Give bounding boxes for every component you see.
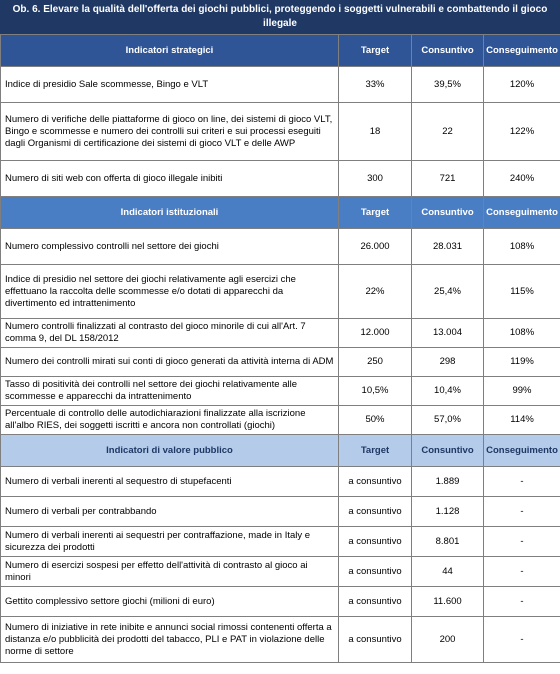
conseguimento-value: - xyxy=(484,467,560,497)
indicator-label: Indice di presidio Sale scommesse, Bingo e VLT xyxy=(1,67,339,103)
conseguimento-value: 240% xyxy=(484,161,560,197)
indicator-label: Numero di siti web con offerta di gioco illegale inibiti xyxy=(1,161,339,197)
consuntivo-value: 13.004 xyxy=(412,319,484,348)
conseguimento-value: - xyxy=(484,527,560,557)
col-target: Target xyxy=(339,35,412,67)
consuntivo-value: 57,0% xyxy=(412,406,484,435)
consuntivo-value: 721 xyxy=(412,161,484,197)
target-value: 300 xyxy=(339,161,412,197)
objective-title: Ob. 6. Elevare la qualità dell'offerta dei giochi pubblici, proteggendo i soggetti vulnerabili e combattendo il gioco illegale xyxy=(0,0,560,34)
conseguimento-value: 114% xyxy=(484,406,560,435)
conseguimento-value: 115% xyxy=(484,265,560,319)
conseguimento-value: - xyxy=(484,587,560,617)
section-label: Indicatori strategici xyxy=(1,35,339,67)
target-value: 12.000 xyxy=(339,319,412,348)
col-consuntivo: Consuntivo xyxy=(412,435,484,467)
table-row xyxy=(1,587,560,617)
target-value: a consuntivo xyxy=(339,497,412,527)
conseguimento-value: 108% xyxy=(484,229,560,265)
consuntivo-value: 22 xyxy=(412,103,484,161)
consuntivo-value: 10,4% xyxy=(412,377,484,406)
table-row xyxy=(1,348,560,377)
table-row xyxy=(1,103,560,161)
col-target: Target xyxy=(339,435,412,467)
target-value: 50% xyxy=(339,406,412,435)
table-row xyxy=(1,557,560,587)
col-target: Target xyxy=(339,197,412,229)
table-row xyxy=(1,319,560,348)
col-conseguimento: Conseguimento xyxy=(484,197,560,229)
conseguimento-value: 119% xyxy=(484,348,560,377)
table-row xyxy=(1,67,560,103)
target-value: a consuntivo xyxy=(339,617,412,663)
target-value: a consuntivo xyxy=(339,527,412,557)
table-row xyxy=(1,467,560,497)
indicator-label: Numero complessivo controlli nel settore dei giochi xyxy=(1,229,339,265)
col-conseguimento: Conseguimento xyxy=(484,435,560,467)
section-label: Indicatori di valore pubblico xyxy=(1,435,339,467)
consuntivo-value: 8.801 xyxy=(412,527,484,557)
consuntivo-value: 44 xyxy=(412,557,484,587)
target-value: 33% xyxy=(339,67,412,103)
table-row xyxy=(1,406,560,435)
consuntivo-value: 298 xyxy=(412,348,484,377)
table-row xyxy=(1,265,560,319)
target-value: a consuntivo xyxy=(339,557,412,587)
table-row xyxy=(1,229,560,265)
section-header-istituzionali xyxy=(1,197,560,229)
indicator-label: Tasso di positività dei controlli nel settore dei giochi relativamente alle scommesse e apparecchi da intrattenimento xyxy=(1,377,339,406)
indicator-label: Indice di presidio nel settore dei giochi relativamente agli esercizi che effettuano la raccolta delle scommesse e/o dotati di apparecchi da divertimento ed intrattenimento xyxy=(1,265,339,319)
indicator-label: Percentuale di controllo delle autodichiarazioni finalizzate alla iscrizione all'albo RIES, dei soggetti iscritti e ancora non controllati (giochi) xyxy=(1,406,339,435)
conseguimento-value: 122% xyxy=(484,103,560,161)
section-label: Indicatori istituzionali xyxy=(1,197,339,229)
conseguimento-value: 99% xyxy=(484,377,560,406)
conseguimento-value: 108% xyxy=(484,319,560,348)
consuntivo-value: 28.031 xyxy=(412,229,484,265)
indicators-table xyxy=(0,34,560,663)
target-value: a consuntivo xyxy=(339,467,412,497)
indicator-label: Gettito complessivo settore giochi (milioni di euro) xyxy=(1,587,339,617)
section-header-valore-pubblico xyxy=(1,435,560,467)
target-value: 26.000 xyxy=(339,229,412,265)
consuntivo-value: 1.128 xyxy=(412,497,484,527)
section-header-strategici xyxy=(1,35,560,67)
table-row xyxy=(1,527,560,557)
consuntivo-value: 1.889 xyxy=(412,467,484,497)
indicator-label: Numero di esercizi sospesi per effetto dell'attività di contrasto al gioco ai minori xyxy=(1,557,339,587)
table-row xyxy=(1,377,560,406)
consuntivo-value: 11.600 xyxy=(412,587,484,617)
indicator-label: Numero controlli finalizzati al contrasto del gioco minorile di cui all'Art. 7 comma 9, del DL 158/2012 xyxy=(1,319,339,348)
target-value: 250 xyxy=(339,348,412,377)
col-conseguimento: Conseguimento xyxy=(484,35,560,67)
target-value: a consuntivo xyxy=(339,587,412,617)
consuntivo-value: 39,5% xyxy=(412,67,484,103)
target-value: 22% xyxy=(339,265,412,319)
target-value: 18 xyxy=(339,103,412,161)
conseguimento-value: - xyxy=(484,617,560,663)
table-row xyxy=(1,617,560,663)
target-value: 10,5% xyxy=(339,377,412,406)
indicator-label: Numero di verbali per contrabbando xyxy=(1,497,339,527)
table-row xyxy=(1,497,560,527)
conseguimento-value: - xyxy=(484,557,560,587)
table-row xyxy=(1,161,560,197)
consuntivo-value: 25,4% xyxy=(412,265,484,319)
indicator-label: Numero di verbali inerenti al sequestro di stupefacenti xyxy=(1,467,339,497)
indicator-label: Numero di verbali inerenti ai sequestri per contraffazione, made in Italy e sicurezza dei prodotti xyxy=(1,527,339,557)
indicator-label: Numero di verifiche delle piattaforme di gioco on line, dei sistemi di gioco VLT, Bingo e scommesse e numero dei controlli sui criteri e sui processi eseguiti dagli Organismi di certificazione dei sistemi di gioco VLT e delle AWP xyxy=(1,103,339,161)
consuntivo-value: 200 xyxy=(412,617,484,663)
indicator-label: Numero di iniziative in rete inibite e annunci social rimossi contenenti offerta a distanza e/o pubblicità dei prodotti del tabacco, PLI e PAT in violazione delle norme di settore xyxy=(1,617,339,663)
col-consuntivo: Consuntivo xyxy=(412,197,484,229)
conseguimento-value: - xyxy=(484,497,560,527)
conseguimento-value: 120% xyxy=(484,67,560,103)
col-consuntivo: Consuntivo xyxy=(412,35,484,67)
indicator-label: Numero dei controlli mirati sui conti di gioco generati da attività interna di ADM xyxy=(1,348,339,377)
